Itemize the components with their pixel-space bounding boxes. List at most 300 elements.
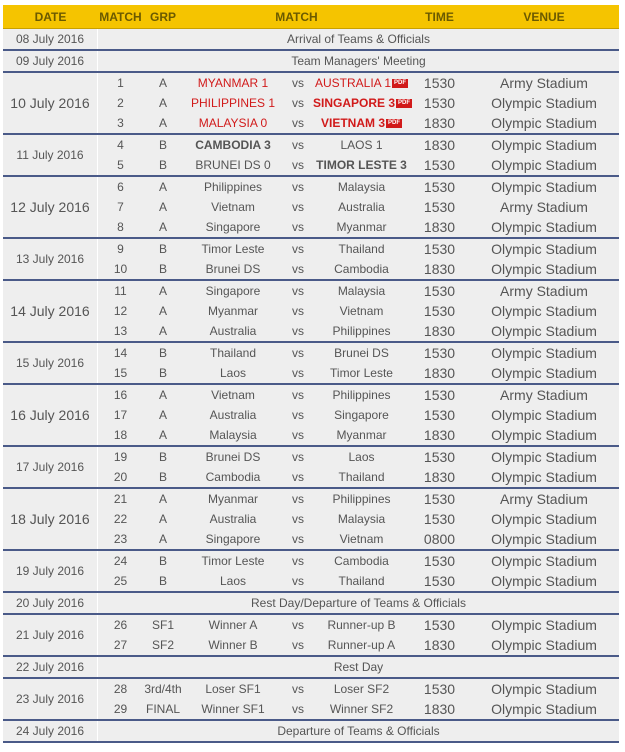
vs-label: vs — [292, 470, 304, 484]
match-rows — [98, 177, 619, 237]
header-match-number: MATCH — [99, 9, 142, 24]
event-description: Rest Day/Departure of Teams & Officials — [251, 596, 466, 610]
away-team-cell — [313, 220, 410, 234]
vs-label: vs — [292, 180, 304, 194]
home-team: Winner A — [208, 618, 258, 632]
match-number: 18 — [113, 428, 128, 442]
match-number: 25 — [113, 574, 128, 588]
home-team: BRUNEI DS 0 — [195, 158, 271, 172]
match-time: 1530 — [423, 179, 456, 195]
match-venue: Olympic Stadium — [491, 427, 597, 443]
away-team: Vietnam — [339, 532, 384, 546]
home-team: Winner SF1 — [201, 702, 265, 716]
match-number: 16 — [113, 388, 128, 402]
vs-label: vs — [292, 262, 304, 276]
match-rows — [98, 51, 619, 71]
table-row — [98, 571, 619, 591]
date-group — [3, 239, 619, 281]
away-team-cell — [313, 574, 410, 588]
match-venue: Olympic Stadium — [491, 303, 597, 319]
away-team-cell — [313, 96, 410, 110]
match-number: 13 — [113, 324, 128, 338]
away-team: VIETNAM 3 — [320, 116, 385, 130]
table-row — [98, 197, 619, 217]
date-group — [3, 177, 619, 239]
match-number: 7 — [117, 200, 124, 214]
table-row — [98, 155, 619, 175]
away-team: Malaysia — [337, 284, 386, 298]
match-group: FINAL — [145, 702, 180, 716]
home-team: Australia — [209, 324, 257, 338]
date-cell: 15 July 2016 — [3, 343, 98, 383]
match-venue: Olympic Stadium — [491, 157, 597, 173]
table-row — [98, 301, 619, 321]
match-number: 20 — [113, 470, 128, 484]
home-team: Laos — [219, 366, 247, 380]
away-team-cell — [313, 304, 410, 318]
table-row — [98, 699, 619, 719]
away-team: Philippines — [332, 492, 391, 506]
home-team: MALAYSIA 0 — [198, 116, 268, 130]
home-team: CAMBODIA 3 — [195, 138, 271, 152]
home-team: Cambodia — [205, 470, 261, 484]
header-date: DATE — [34, 9, 67, 24]
pdf-icon[interactable]: PDF — [394, 80, 407, 87]
match-venue: Olympic Stadium — [491, 323, 597, 339]
home-team: Malaysia — [209, 428, 257, 442]
away-team-cell — [313, 366, 410, 380]
match-group: A — [158, 76, 167, 90]
pdf-icon[interactable]: PDF — [398, 100, 411, 107]
match-number: 2 — [117, 96, 124, 110]
match-venue: Olympic Stadium — [491, 617, 597, 633]
match-number: 5 — [117, 158, 124, 172]
match-group: A — [158, 96, 167, 110]
match-group: A — [158, 532, 167, 546]
away-team-cell — [313, 324, 410, 338]
vs-label: vs — [292, 324, 304, 338]
match-group: A — [158, 284, 167, 298]
match-rows — [98, 657, 619, 677]
match-number: 28 — [113, 682, 128, 696]
event-row — [98, 593, 619, 613]
away-team: Myanmar — [336, 220, 387, 234]
match-time: 1830 — [423, 115, 456, 131]
date-group — [3, 551, 619, 593]
away-team: Thailand — [338, 470, 385, 484]
away-team-cell — [313, 346, 410, 360]
table-row — [98, 385, 619, 405]
match-time: 1530 — [423, 449, 456, 465]
table-row — [98, 135, 619, 155]
match-number: 15 — [113, 366, 128, 380]
match-time: 1530 — [423, 241, 456, 257]
match-group: A — [158, 428, 167, 442]
date-group — [3, 73, 619, 135]
match-time: 1830 — [423, 427, 456, 443]
date-cell: 11 July 2016 — [3, 135, 98, 175]
match-rows — [98, 343, 619, 383]
date-cell: 14 July 2016 — [3, 281, 98, 341]
match-time: 1530 — [423, 511, 456, 527]
away-team: Philippines — [332, 324, 391, 338]
away-team-cell — [313, 200, 410, 214]
match-group: B — [158, 262, 167, 276]
home-team: Timor Leste — [201, 242, 265, 256]
match-time: 1530 — [423, 283, 456, 299]
away-team: Runner-up B — [327, 618, 396, 632]
table-row — [98, 113, 619, 133]
away-team-cell — [313, 158, 410, 172]
vs-label: vs — [292, 200, 304, 214]
away-team-cell — [313, 242, 410, 256]
home-team: Australia — [209, 512, 257, 526]
match-venue: Olympic Stadium — [491, 701, 597, 717]
away-team-cell — [313, 428, 410, 442]
table-row — [98, 281, 619, 301]
match-number: 6 — [117, 180, 124, 194]
match-rows — [98, 679, 619, 719]
away-team: Vietnam — [339, 304, 384, 318]
match-group: B — [158, 158, 167, 172]
match-time: 1530 — [423, 573, 456, 589]
match-number: 8 — [117, 220, 124, 234]
away-team-cell — [313, 450, 410, 464]
table-row — [98, 321, 619, 341]
match-venue: Olympic Stadium — [491, 531, 597, 547]
match-venue: Olympic Stadium — [491, 345, 597, 361]
match-number: 10 — [113, 262, 128, 276]
match-number: 27 — [113, 638, 128, 652]
match-rows — [98, 135, 619, 175]
away-team-cell — [313, 470, 410, 484]
match-time: 1530 — [423, 407, 456, 423]
home-team: Singapore — [205, 284, 261, 298]
match-time: 1830 — [423, 261, 456, 277]
table-header — [3, 5, 619, 29]
table-row — [98, 363, 619, 383]
home-team: Singapore — [205, 532, 261, 546]
home-team: Laos — [219, 574, 247, 588]
schedule-table — [3, 5, 619, 743]
match-group: A — [158, 304, 167, 318]
away-team-cell — [313, 262, 410, 276]
away-team: Runner-up A — [327, 638, 396, 652]
vs-label: vs — [292, 408, 304, 422]
match-venue: Olympic Stadium — [491, 241, 597, 257]
match-group: A — [158, 116, 167, 130]
match-group: B — [158, 450, 167, 464]
away-team: Cambodia — [334, 262, 389, 276]
home-team: Winner B — [208, 638, 258, 652]
match-group: B — [158, 574, 167, 588]
away-team: Singapore — [334, 408, 389, 422]
table-row — [98, 93, 619, 113]
home-team: Philippines — [203, 180, 263, 194]
away-team-cell — [313, 180, 410, 194]
away-team-cell — [313, 638, 410, 652]
away-team-cell — [313, 702, 410, 716]
date-group — [3, 615, 619, 657]
match-number: 21 — [113, 492, 128, 506]
vs-label: vs — [292, 492, 304, 506]
match-group: A — [158, 492, 167, 506]
table-row — [98, 73, 619, 93]
header-venue: VENUE — [523, 9, 565, 24]
match-group: B — [158, 242, 167, 256]
vs-label: vs — [292, 284, 304, 298]
date-cell: 19 July 2016 — [3, 551, 98, 591]
table-row — [98, 447, 619, 467]
match-group: A — [158, 180, 167, 194]
match-number: 3 — [117, 116, 124, 130]
match-rows — [98, 489, 619, 549]
table-row — [98, 259, 619, 279]
event-description: Team Managers' Meeting — [291, 54, 426, 68]
date-cell: 22 July 2016 — [3, 657, 98, 677]
match-number: 12 — [113, 304, 128, 318]
vs-label: vs — [292, 554, 304, 568]
match-number: 19 — [113, 450, 128, 464]
table-row — [98, 529, 619, 549]
vs-label: vs — [292, 574, 304, 588]
date-group — [3, 29, 619, 51]
match-rows — [98, 73, 619, 133]
match-time: 0800 — [423, 531, 456, 547]
home-team: Myanmar — [207, 492, 258, 506]
match-number: 24 — [113, 554, 128, 568]
date-cell: 12 July 2016 — [3, 177, 98, 237]
home-team: Vietnam — [211, 200, 255, 214]
date-group — [3, 385, 619, 447]
match-time: 1530 — [423, 681, 456, 697]
match-venue: Olympic Stadium — [491, 407, 597, 423]
vs-label: vs — [292, 116, 304, 130]
date-group — [3, 489, 619, 551]
match-venue: Olympic Stadium — [491, 511, 597, 527]
event-description: Departure of Teams & Officials — [277, 724, 440, 738]
home-team: Singapore — [205, 220, 261, 234]
match-group: B — [158, 470, 167, 484]
match-time: 1830 — [423, 219, 456, 235]
away-team: Winner SF2 — [329, 702, 394, 716]
vs-label: vs — [292, 220, 304, 234]
match-group: SF1 — [151, 618, 174, 632]
home-team: PHILIPPINES 1 — [190, 96, 276, 110]
date-group — [3, 721, 619, 743]
event-row — [98, 721, 619, 741]
away-team: Loser SF2 — [333, 682, 390, 696]
home-team: MYANMAR 1 — [197, 76, 269, 90]
vs-label: vs — [292, 76, 304, 90]
away-team: Timor Leste — [330, 366, 393, 380]
vs-label: vs — [292, 96, 304, 110]
table-row — [98, 679, 619, 699]
vs-label: vs — [292, 388, 304, 402]
match-venue: Army Stadium — [500, 491, 588, 507]
match-group: B — [158, 346, 167, 360]
away-team: LAOS 1 — [340, 138, 383, 152]
match-number: 4 — [117, 138, 124, 152]
vs-label: vs — [292, 366, 304, 380]
match-rows — [98, 29, 619, 49]
vs-label: vs — [292, 346, 304, 360]
away-team-cell — [313, 554, 410, 568]
match-rows — [98, 551, 619, 591]
away-team: Australia — [338, 200, 385, 214]
away-team: SINGAPORE 3 — [313, 96, 396, 110]
match-number: 14 — [113, 346, 128, 360]
match-group: A — [158, 200, 167, 214]
match-venue: Army Stadium — [500, 199, 588, 215]
table-row — [98, 489, 619, 509]
home-team: Brunei DS — [205, 450, 261, 464]
date-group — [3, 593, 619, 615]
away-team: Laos — [348, 450, 375, 464]
match-venue: Olympic Stadium — [491, 115, 597, 131]
match-number: 29 — [113, 702, 128, 716]
header-time: TIME — [425, 9, 454, 24]
home-team: Australia — [209, 408, 257, 422]
match-number: 17 — [113, 408, 128, 422]
match-time: 1530 — [423, 553, 456, 569]
table-row — [98, 425, 619, 445]
table-row — [98, 239, 619, 259]
match-venue: Olympic Stadium — [491, 137, 597, 153]
match-group: A — [158, 324, 167, 338]
table-body — [3, 29, 619, 743]
home-team: Loser SF1 — [205, 682, 261, 696]
match-group: A — [158, 408, 167, 422]
vs-label: vs — [292, 450, 304, 464]
match-group: A — [158, 220, 167, 234]
date-cell: 13 July 2016 — [3, 239, 98, 279]
match-venue: Olympic Stadium — [491, 553, 597, 569]
away-team-cell — [313, 512, 410, 526]
event-row — [98, 51, 619, 71]
match-number: 26 — [113, 618, 128, 632]
match-rows — [98, 615, 619, 655]
away-team: Malaysia — [337, 180, 386, 194]
vs-label: vs — [292, 158, 304, 172]
away-team: Philippines — [332, 388, 391, 402]
match-group: A — [158, 512, 167, 526]
date-cell: 20 July 2016 — [3, 593, 98, 613]
match-rows — [98, 593, 619, 613]
away-team-cell — [313, 492, 410, 506]
away-team: Malaysia — [337, 512, 386, 526]
match-rows — [98, 447, 619, 487]
away-team: Myanmar — [336, 428, 387, 442]
match-venue: Olympic Stadium — [491, 365, 597, 381]
date-cell: 23 July 2016 — [3, 679, 98, 719]
date-cell: 10 July 2016 — [3, 73, 98, 133]
table-row — [98, 615, 619, 635]
away-team: Thailand — [338, 574, 385, 588]
vs-label: vs — [292, 682, 304, 696]
match-venue: Olympic Stadium — [491, 449, 597, 465]
match-venue: Olympic Stadium — [491, 573, 597, 589]
away-team-cell — [313, 618, 410, 632]
date-cell: 09 July 2016 — [3, 51, 98, 71]
home-team: Vietnam — [211, 388, 255, 402]
match-number: 9 — [117, 242, 124, 256]
pdf-icon[interactable]: PDF — [388, 120, 400, 127]
date-group — [3, 679, 619, 721]
away-team: Cambodia — [334, 554, 389, 568]
event-row — [98, 657, 619, 677]
table-row — [98, 217, 619, 237]
vs-label: vs — [292, 242, 304, 256]
match-time: 1530 — [423, 157, 456, 173]
away-team-cell — [313, 532, 410, 546]
date-group — [3, 51, 619, 73]
away-team-cell — [313, 408, 410, 422]
match-group: 3rd/4th — [144, 682, 182, 696]
event-description: Arrival of Teams & Officials — [287, 32, 430, 46]
date-cell: 16 July 2016 — [3, 385, 98, 445]
vs-label: vs — [292, 138, 304, 152]
table-row — [98, 635, 619, 655]
away-team: AUSTRALIA 1 — [314, 76, 392, 90]
match-number: 11 — [114, 284, 127, 298]
date-cell: 24 July 2016 — [3, 721, 98, 741]
match-rows — [98, 239, 619, 279]
match-time: 1830 — [423, 137, 456, 153]
table-row — [98, 467, 619, 487]
match-time: 1530 — [423, 75, 456, 91]
match-time: 1530 — [423, 345, 456, 361]
date-group — [3, 281, 619, 343]
table-row — [98, 343, 619, 363]
away-team-cell — [313, 76, 410, 90]
match-venue: Olympic Stadium — [491, 637, 597, 653]
table-row — [98, 405, 619, 425]
match-rows — [98, 721, 619, 741]
home-team: Brunei DS — [205, 262, 261, 276]
vs-label: vs — [292, 428, 304, 442]
match-group: B — [158, 366, 167, 380]
match-venue: Army Stadium — [500, 75, 588, 91]
table-row — [98, 177, 619, 197]
match-time: 1530 — [423, 199, 456, 215]
match-time: 1830 — [423, 469, 456, 485]
date-cell: 17 July 2016 — [3, 447, 98, 487]
match-time: 1530 — [423, 387, 456, 403]
date-group — [3, 657, 619, 679]
match-group: B — [158, 138, 167, 152]
match-time: 1830 — [423, 365, 456, 381]
match-time: 1530 — [423, 491, 456, 507]
vs-label: vs — [292, 512, 304, 526]
away-team-cell — [313, 138, 410, 152]
vs-label: vs — [292, 618, 304, 632]
match-group: B — [158, 554, 167, 568]
match-number: 22 — [113, 512, 128, 526]
away-team-cell — [313, 388, 410, 402]
vs-label: vs — [292, 532, 304, 546]
date-group — [3, 447, 619, 489]
match-time: 1530 — [423, 617, 456, 633]
match-group: A — [158, 388, 167, 402]
away-team: Brunei DS — [334, 346, 389, 360]
match-rows — [98, 385, 619, 445]
home-team: Myanmar — [207, 304, 258, 318]
home-team: Thailand — [209, 346, 257, 360]
match-number: 1 — [117, 76, 124, 90]
match-venue: Army Stadium — [500, 283, 588, 299]
match-group: SF2 — [151, 638, 174, 652]
